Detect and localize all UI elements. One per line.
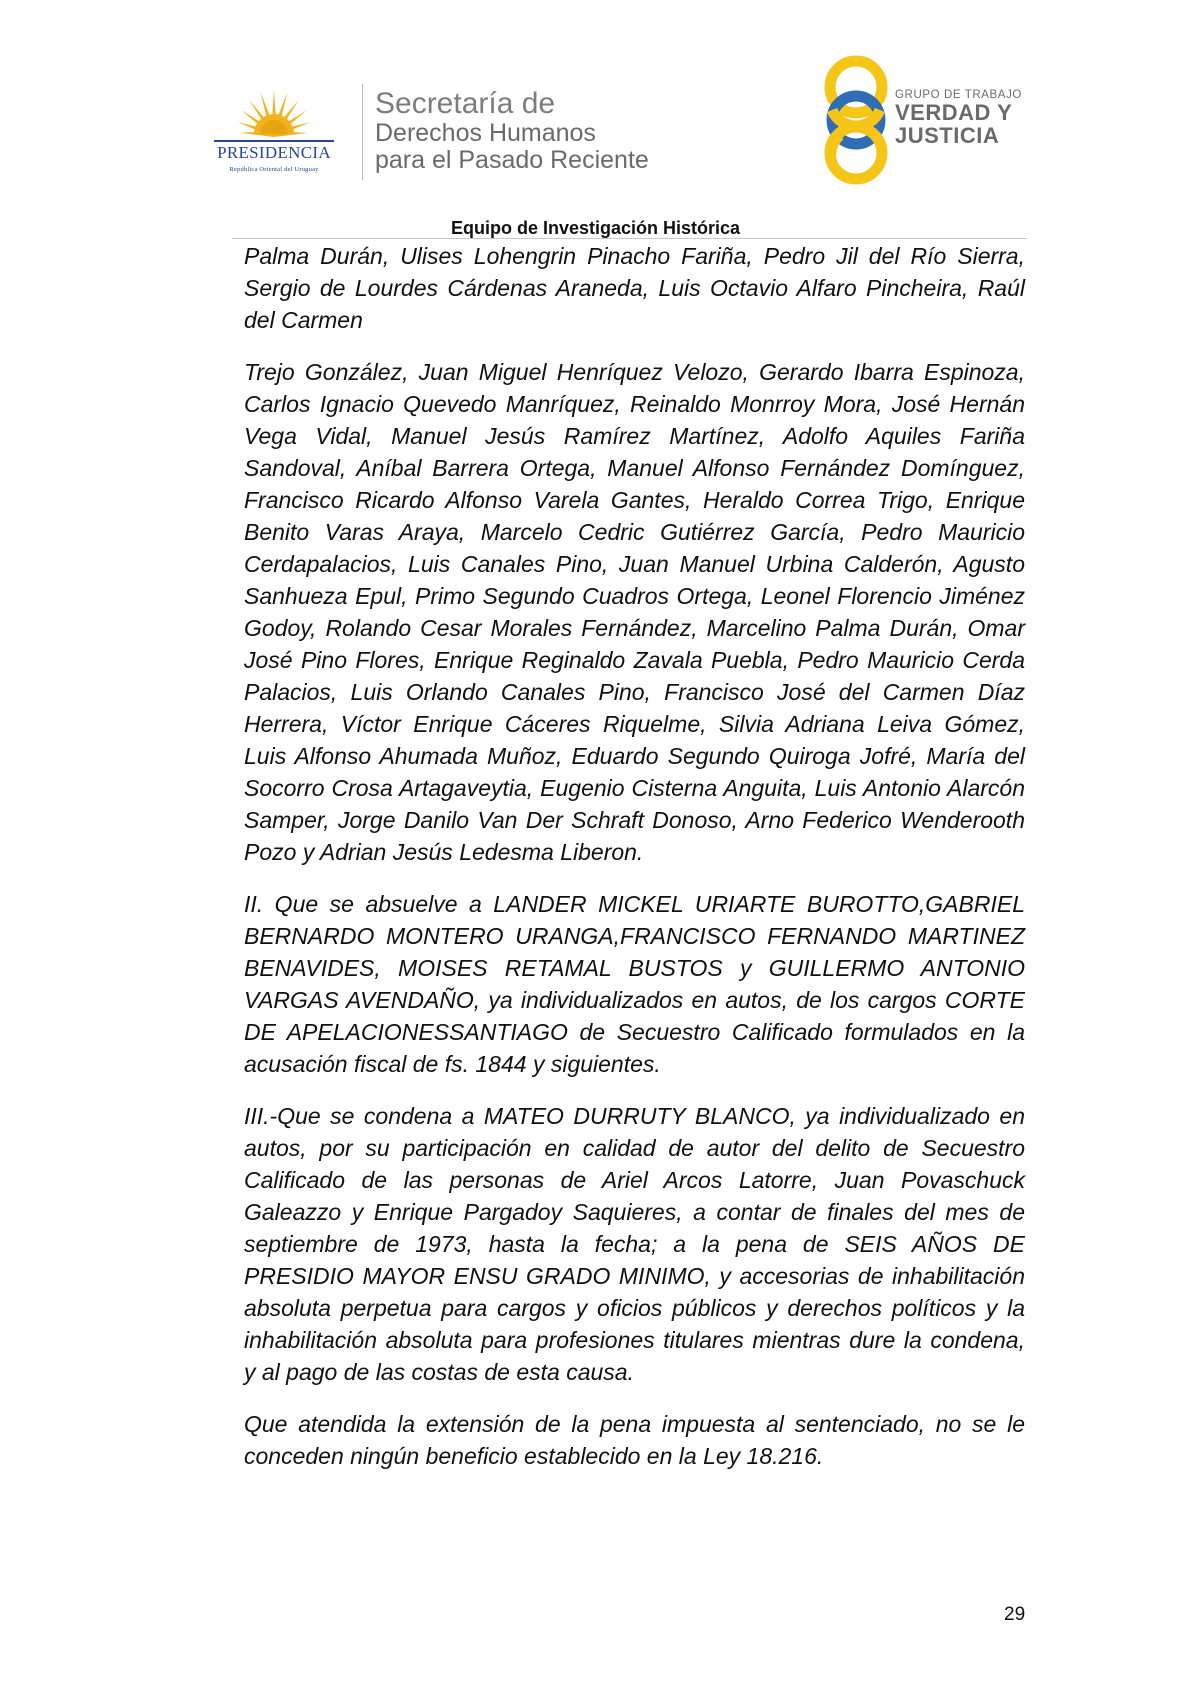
team-title: Equipo de Investigación Histórica xyxy=(450,218,741,238)
header-divider xyxy=(362,84,363,180)
document-body xyxy=(244,240,1025,1492)
grupo-line-2: VERDAD Y xyxy=(895,100,1013,125)
paragraph: II. Que se absuelve a LANDER MICKEL URIARTE BUROTTO,GABRIEL BERNARDO MONTERO URANGA,FRANCISCO FERNANDO MARTINEZ BENAVIDES, MOISES RETAMAL BUSTOS y GUILLERMO ANTONIO VARGAS AVENDAÑO, ya individualizados en autos, de los cargos CORTE DE APELACIONESSANTIAGO de Secuestro Calificado formulados en la acusación fiscal de fs. 1844 y siguientes. xyxy=(244,891,1025,1077)
grupo-line-3: JUSTICIA xyxy=(895,123,1000,148)
paragraph: Trejo González, Juan Miguel Henríquez Velozo, Gerardo Ibarra Espinoza, Carlos Ignacio Quevedo Manríquez, Reinaldo Monrroy Mora, José Hernán Vega Vidal, Manuel Jesús Ramírez Martínez, Adolfo Aquiles Fariña Sandoval, Aníbal Barrera Ortega, Manuel Alfonso Fernández Domínguez, Francisco Ricardo Alfonso Varela Gantes, Heraldo Correa Trigo, Enrique Benito Varas Araya, Marcelo Cedric Gutiérrez García, Pedro Mauricio Cerdapalacios, Luis Canales Pino, Juan Manuel Urbina Calderón, Agusto Sanhueza Epul, Primo Segundo Cuadros Ortega, Leonel Florencio Jiménez Godoy, Rolando Cesar Morales Fernández, Marcelino Palma Durán, Omar José Pino Flores, Enrique Reginaldo Zavala Puebla, Pedro Mauricio Cerda Palacios, Luis Orlando Canales Pino, Francisco José del Carmen Díaz Herrera, Víctor Enrique Cáceres Riquelme, Silvia Adriana Leiva Gómez, Luis Alfonso Ahumada Muñoz, Eduardo Segundo Quiroga Jofré, María del Socorro Crosa Artagaveytia, Eugenio Cisterna Anguita, Luis Antonio Alarcón Samper, Jorge Danilo Van Der Schraft Donoso, Arno Federico Wenderooth Pozo y Adrian Jesús Ledesma Liberon. xyxy=(244,359,1025,865)
page-number: 29 xyxy=(1004,1604,1026,1625)
presidencia-name: PRESIDENCIA xyxy=(217,143,331,162)
grupo-line-1: GRUPO DE TRABAJO xyxy=(895,89,1022,101)
sun-icon xyxy=(196,80,352,150)
grupo-trabajo-text xyxy=(895,89,1022,147)
header-rule xyxy=(232,238,1027,239)
presidencia-logo xyxy=(196,80,352,180)
rings-icon xyxy=(816,55,896,185)
secretaria-line-1: Secretaría de xyxy=(375,87,556,120)
paragraph: Que atendida la extensión de la pena impuesta al sentenciado, no se le conceden ningún beneficio establecido en la Ley 18.216. xyxy=(244,1411,1025,1469)
secretaria-line-2: Derechos Humanos xyxy=(375,119,596,147)
secretaria-logo-text xyxy=(375,88,649,174)
paragraph: Palma Durán, Ulises Lohengrin Pinacho Fariña, Pedro Jil del Río Sierra, Sergio de Lourdes Cárdenas Araneda, Luis Octavio Alfaro Pincheira, Raúl del Carmen xyxy=(244,243,1025,333)
secretaria-line-3: para el Pasado Reciente xyxy=(375,146,649,174)
presidencia-subtitle: República Oriental del Uruguay xyxy=(229,166,319,173)
paragraph: III.-Que se condena a MATEO DURRUTY BLANCO, ya individualizado en autos, por su participación en calidad de autor del delito de Secuestro Calificado de las personas de Ariel Arcos Latorre, Juan Povaschuck Galeazzo y Enrique Pargadoy Saquieres, a contar de finales del mes de septiembre de 1973, hasta la fecha; a la pena de SEIS AÑOS DE PRESIDIO MAYOR ENSU GRADO MINIMO, y accesorias de inhabilitación absoluta perpetua para cargos y oficios públicos y derechos políticos y la inhabilitación absoluta para profesiones titulares mientras dure la condena, y al pago de las costas de esta causa. xyxy=(244,1103,1025,1385)
